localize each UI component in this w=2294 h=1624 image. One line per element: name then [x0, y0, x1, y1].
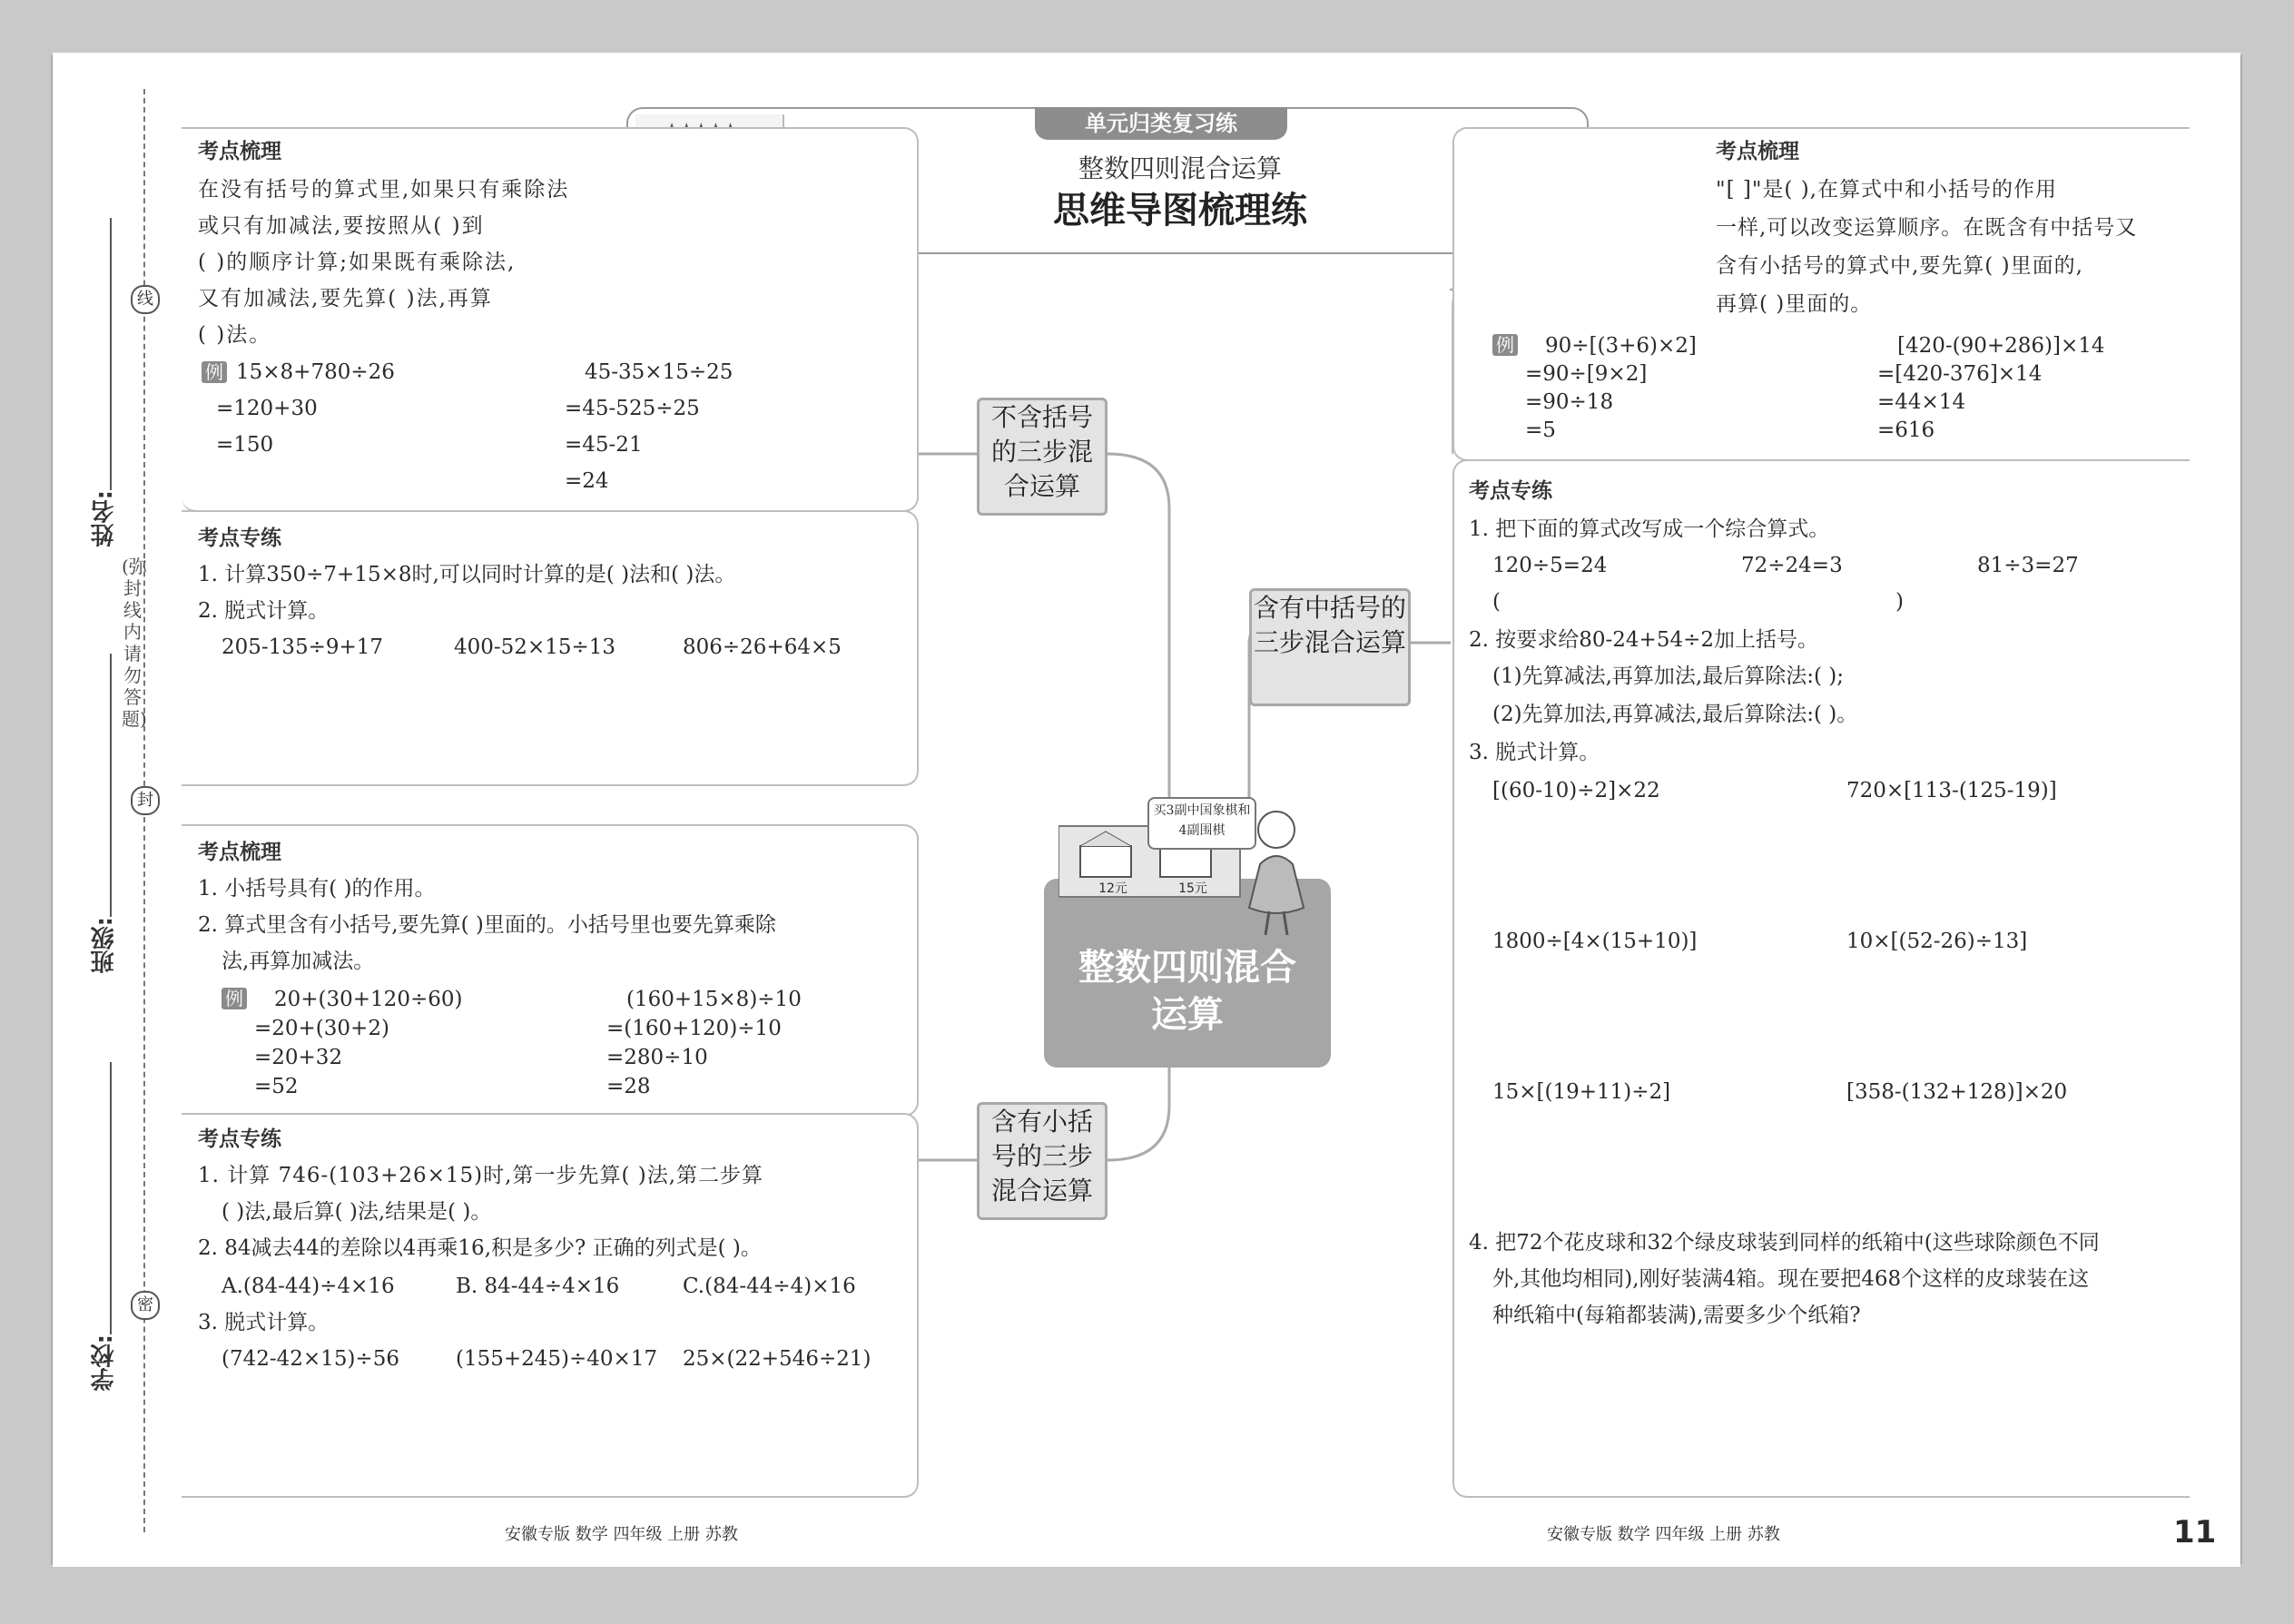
example-line: =5: [1525, 418, 1556, 442]
page-title: 思维导图梳理练: [1053, 190, 1307, 231]
calc-item: (155+245)÷40×17: [456, 1347, 658, 1371]
rule-line: 1. 小括号具有( )的作用。: [198, 877, 436, 901]
calc-item: [(60-10)÷2]×22: [1492, 779, 1660, 802]
calc-item: 806÷26+64×5: [683, 635, 842, 659]
panel-practice-mid-paren: [1452, 459, 2190, 1498]
question-3: 3. 脱式计算。: [1469, 741, 1600, 764]
price-tag-1: 12元: [1098, 881, 1127, 896]
question-1-cont: ( )法,最后算( )法,结果是( )。: [222, 1200, 492, 1224]
school-label: 学校:: [91, 1334, 118, 1392]
example-line: [420-(90+286)]×14: [1897, 334, 2105, 358]
question-2: 2. 84减去44的差除以4再乘16,积是多少? 正确的列式是( )。: [198, 1236, 762, 1260]
rule-line: 再算( )里面的。: [1716, 292, 1873, 316]
example-line: =90÷18: [1525, 390, 1614, 414]
example-line: =20+(30+2): [254, 1017, 389, 1040]
answer-paren-close: ): [1895, 590, 1904, 614]
rule-line: 2. 算式里含有小括号,要先算( )里面的。小括号里也要先算乘除: [198, 913, 776, 937]
option-a: A.(84-44)÷4×16: [222, 1275, 395, 1298]
calc-item: [358-(132+128)]×20: [1846, 1080, 2068, 1104]
example-line: 45-35×15÷25: [585, 360, 733, 384]
center-title: 整数四则混合运算: [1078, 947, 1296, 1036]
rule-line: 一样,可以改变运算顺序。在既含有中括号又: [1716, 216, 2138, 240]
rule-line: 或只有加减法,要按照从( )到: [198, 214, 485, 238]
binding-mark-secret: 密: [131, 1291, 160, 1320]
page-number: 11: [2173, 1514, 2217, 1550]
calc-item: 205-135÷9+17: [222, 635, 384, 659]
heading-practice-small-paren: 考点专练: [198, 1127, 281, 1151]
question-2b: (2)先算加法,再算减法,最后算除法:( )。: [1492, 703, 1858, 726]
rule-line: 法,再算加减法。: [222, 950, 375, 973]
example-line: =44×14: [1877, 390, 1966, 414]
example-tag: 例: [202, 361, 227, 383]
heading-practice-no-paren: 考点专练: [198, 527, 281, 550]
example-line: =[420-376]×14: [1877, 362, 2043, 386]
calc-item: 72÷24=3: [1741, 554, 1843, 577]
heading-rule-no-paren: 考点梳理: [198, 140, 281, 163]
calc-item: 81÷3=27: [1977, 554, 2079, 577]
example-line: =(160+120)÷10: [606, 1017, 782, 1040]
answer-paren-open: (: [1492, 590, 1501, 614]
question-4-line: 种纸箱中(每箱都装满),需要多少个纸箱?: [1492, 1304, 1861, 1327]
binding-notice: (弥封线内请勿答题): [122, 556, 147, 730]
price-tag-2: 15元: [1178, 881, 1207, 896]
example-line: =52: [254, 1075, 299, 1098]
name-label: 姓名:: [91, 490, 118, 547]
calc-item: 720×[113-(125-19)]: [1846, 779, 2057, 802]
example-line: =280÷10: [606, 1046, 708, 1069]
question-4-line: 外,其他均相同),刚好装满4箱。现在要把468个这样的皮球装在这: [1492, 1267, 2090, 1291]
question-1: 1. 计算350÷7+15×8时,可以同时计算的是( )法和( )法。: [198, 563, 736, 586]
example-line: =90÷[9×2]: [1525, 362, 1648, 386]
question-2: 2. 按要求给80-24+54÷2加上括号。: [1469, 628, 1819, 652]
subtitle: 整数四则混合运算: [1078, 153, 1282, 183]
rule-line: ( )的顺序计算;如果既有乘除法,: [198, 251, 517, 274]
example-line: =150: [216, 433, 274, 457]
heading-rule-mid-paren: 考点梳理: [1716, 140, 1799, 163]
rule-line: 又有加减法,要先算( )法,再算: [198, 287, 493, 310]
node-small-paren: 含有小括号的三步混合运算: [977, 1102, 1108, 1220]
calc-item: 25×(22+546÷21): [683, 1347, 871, 1371]
calc-item: 400-52×15÷13: [454, 635, 616, 659]
footer-left: 安徽专版 数学 四年级 上册 苏教: [505, 1525, 738, 1544]
node-mid-paren: 含有中括号的三步混合运算: [1249, 588, 1411, 706]
option-c: C.(84-44÷4)×16: [683, 1275, 856, 1298]
example-line: =616: [1877, 418, 1935, 442]
rule-line: ( )法。: [198, 323, 272, 347]
heading-rule-small-paren: 考点梳理: [198, 841, 281, 864]
example-line: (160+15×8)÷10: [626, 988, 802, 1011]
example-line: =45-525÷25: [565, 397, 700, 420]
example-line: =28: [606, 1075, 651, 1098]
node-no-paren: 不含括号的三步混合运算: [977, 398, 1108, 516]
calc-item: 10×[(52-26)÷13]: [1846, 930, 2028, 953]
example-tag: 例: [222, 988, 247, 1009]
option-b: B. 84-44÷4×16: [456, 1275, 620, 1298]
calc-item: 15×[(19+11)÷2]: [1492, 1080, 1671, 1104]
question-2: 2. 脱式计算。: [198, 599, 330, 623]
example-line: 20+(30+120÷60): [274, 988, 463, 1011]
example-line: =24: [565, 469, 609, 493]
rule-line: "[ ]"是( ),在算式中和小括号的作用: [1716, 178, 2057, 202]
heading-practice-mid-paren: 考点专练: [1469, 479, 1552, 503]
footer-right: 安徽专版 数学 四年级 上册 苏教: [1547, 1525, 1780, 1544]
calc-item: 1800÷[4×(15+10)]: [1492, 930, 1698, 953]
calc-item: 120÷5=24: [1492, 554, 1608, 577]
section-ribbon: 单元归类复习练: [1035, 107, 1287, 140]
example-line: 15×8+780÷26: [236, 360, 395, 384]
rule-line: 在没有括号的算式里,如果只有乘除法: [198, 178, 570, 202]
example-line: =45-21: [565, 433, 643, 457]
question-1: 1. 计算 746-(103+26×15)时,第一步先算( )法,第二步算: [198, 1164, 764, 1187]
speech-bubble: 买3副中国象棋和4副围棋: [1147, 797, 1256, 850]
example-line: =120+30: [216, 397, 318, 420]
question-2a: (1)先算减法,再算加法,最后算除法:( );: [1492, 664, 1844, 688]
binding-mark-line: 线: [131, 285, 160, 314]
question-1: 1. 把下面的算式改写成一个综合算式。: [1469, 517, 1830, 541]
example-tag: 例: [1492, 334, 1518, 356]
class-label: 班级:: [91, 917, 118, 974]
binding-mark-seal: 封: [131, 786, 160, 815]
example-line: =20+32: [254, 1046, 343, 1069]
rule-line: 含有小括号的算式中,要先算( )里面的,: [1716, 254, 2083, 278]
example-line: 90÷[(3+6)×2]: [1545, 334, 1697, 358]
question-4: 4. 把72个花皮球和32个绿皮球装到同样的纸箱中(这些球除颜色不同: [1469, 1231, 2100, 1255]
calc-item: (742-42×15)÷56: [222, 1347, 399, 1371]
question-3: 3. 脱式计算。: [198, 1311, 330, 1334]
